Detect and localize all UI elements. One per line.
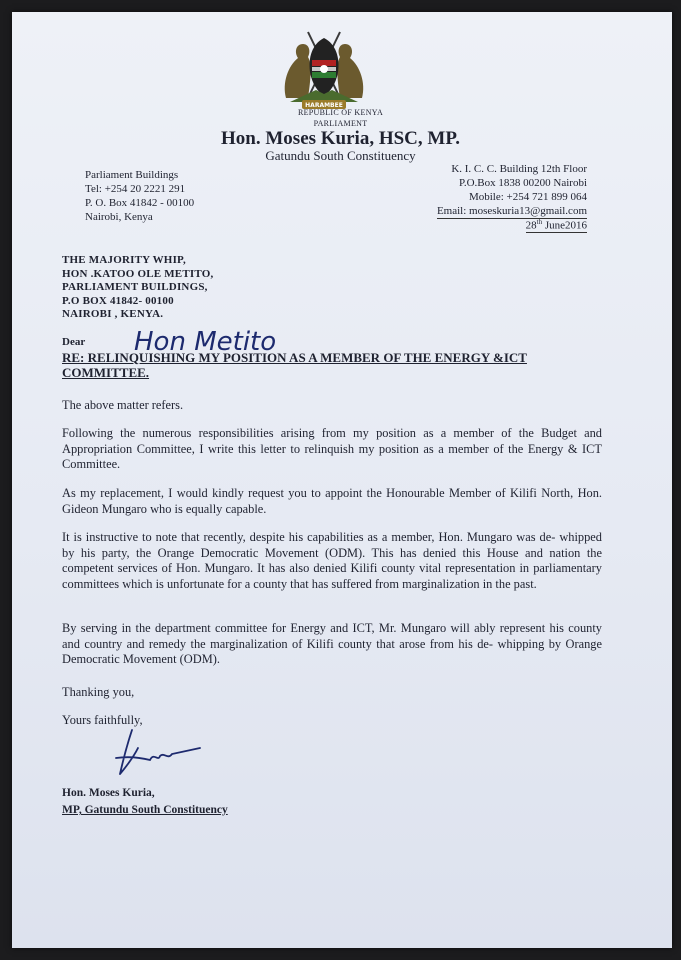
body-paragraph-5: By serving in the department committee for Energy and ICT, Mr. Mungaro will ably represent his county and country and remedy the marginalization of Kilifi county that arose from his de- whipping by Orange Democratic Movement (ODM). [62,621,602,666]
recipient-line5: NAIROBI , KENYA. [62,308,164,320]
letter-date [526,218,587,233]
address-left-tel: Tel: +254 20 2221 291 [85,183,186,195]
recipient-line4: P.O BOX 41842- 00100 [62,294,174,307]
kenya-coat-of-arms-icon [276,28,372,110]
address-right-line1: K. I. C. C. Building 12th Floor [451,163,587,175]
signature-icon [110,722,220,782]
address-right-email[interactable]: Email: moseskuria13@gmail.com [436,205,587,217]
address-left-box: P. O. Box 41842 - 00100 [85,197,195,209]
body-paragraph-2: Following the numerous responsibilities arising from my position as a member of the Budget and Appropriation Committee, I write this letter to relinquish my position as a member of the Energy & ICT Committee. [62,426,602,471]
closing-yours: Yours faithfully, [62,713,143,727]
body-paragraph-1: The above matter refers. [62,398,184,412]
address-left-city: Nairobi, Kenya [85,211,153,223]
recipient-line3: PARLIAMENT BUILDINGS, [62,281,208,293]
address-left [85,168,194,224]
republic-label: REPUBLIC OF KENYA [297,108,384,117]
crest-motto: HARAMBEE [305,102,343,109]
signatory-title: MP, Gatundu South Constituency [62,804,228,816]
body-paragraph-4: It is instructive to note that recently, despite his capabilities as a member, Hon. Mungaro was de- whipped by his party, the Orange Democratic Movement (ODM). This has denied this House and nation the competent services of Hon. Mungaro. It has also denied Kilifi county vital representation in parliamentary committees which is unfortunate for a county that has suffered from marginalization in the past. [62,530,602,591]
parliament-label: PARLIAMENT [313,119,368,128]
signatory-name: Hon. Moses Kuria, [62,787,155,799]
letter-subject: RE: RELINQUISHING MY POSITION AS A MEMBER OF THE ENERGY &ICT COMMITTEE. [62,350,527,380]
closing-thanks: Thanking you, [62,685,135,699]
recipient-block [62,254,213,322]
date-day: 28 [525,219,537,232]
address-right-mobile: Mobile: +254 721 899 064 [468,191,587,203]
recipient-line2: HON .KATOO OLE METITO, [62,267,214,280]
address-right [437,162,587,219]
handwritten-salutation-text: Hon Metito [134,327,277,357]
date-suffix: th [536,218,543,226]
letterhead-constituency: Gatundu South Constituency [265,148,416,163]
address-left-line1: Parliament Buildings [85,169,179,181]
address-right-box: P.O.Box 1838 00200 Nairobi [458,177,587,189]
body-paragraph-3: As my replacement, I would kindly request you to appoint the Honourable Member of Kilifi North, Hon. Gideon Mungaro who is equally capable. [62,486,602,516]
date-rest: June2016 [542,219,587,232]
recipient-line1: THE MAJORITY WHIP, [62,254,186,266]
letterhead-name: Hon. Moses Kuria, HSC, MP. [221,128,460,149]
salutation-dear: Dear [62,336,86,348]
